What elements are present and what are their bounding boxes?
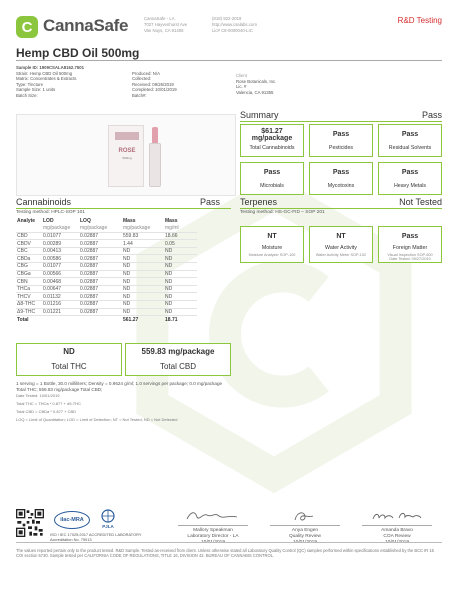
table-total-row: Total 561.27 18.71	[16, 316, 197, 324]
summary-tile-mycotoxins: Pass Mycotoxins	[309, 162, 373, 195]
cannabinoids-divider	[16, 208, 231, 209]
signature-coa: Amanda Bravo COA Review	[353, 509, 441, 546]
client-info: Client Rose Botanicals, Inc. Lic. # Valencia, CA 91355	[236, 73, 277, 95]
table-row: CBDa 0.00586 0.02887 ND ND	[16, 255, 197, 263]
summary-title: Summary	[240, 110, 279, 120]
accreditation-text: ISO / IEC 17025:2017 ACCREDITED LABORATORY Accreditation No. 79013	[50, 532, 142, 542]
signature-quality: Anya Engen Quality Review	[261, 509, 349, 546]
table-row: CBC 0.00413 0.02887 ND ND	[16, 247, 197, 255]
header	[16, 14, 442, 42]
table-row: CBD 0.01077 0.02887 559.83 18.66	[16, 232, 197, 240]
total-thc-box	[16, 343, 122, 376]
total-cbd-value: 559.83 mg/package	[141, 347, 215, 356]
handwritten-signature-icon	[367, 509, 427, 523]
table-row: Δ8-THC 0.01216 0.02887 ND ND	[16, 301, 197, 309]
total-cbd-label: Total CBD	[159, 362, 196, 371]
terpenes-divider	[240, 208, 442, 209]
sample-dates: Produced: N/A Collected: Received: 09/26/2019 Completed: 10/01/2019 Batch#:	[132, 70, 177, 98]
foreign-matter-tile: Pass Foreign Matter Visual Inspection SOP-600 Date Tested: 09/27/2019	[378, 226, 442, 263]
sample-info: Sample ID: 1909CSALA8162.7501 Strain: Hemp CBD Oil 500mg Matrix: Concentrates & Extracts Type: Tincture Sample Size: 1 units Batch Size:	[16, 65, 85, 98]
cannabinoids-table	[16, 217, 197, 323]
table-units: mg/package mg/package mg/package mg/ml	[16, 225, 197, 233]
summary-tile-residual-solvents: Pass Residual Solvents	[378, 124, 442, 157]
total-thc-label: Total THC	[51, 362, 87, 371]
coa-page	[4, 4, 452, 596]
total-cbd-box	[125, 343, 231, 376]
cannabinoids-status: Pass	[200, 197, 221, 207]
summary-status: Pass	[421, 110, 442, 120]
ilac-mra-logo: ilac-MRA	[54, 511, 90, 529]
bottle-cap	[152, 127, 158, 144]
handwritten-signature-icon	[183, 509, 243, 523]
summary-divider	[240, 121, 442, 122]
title-divider	[16, 60, 442, 61]
table-header: Analyte LOD LOQ Mass Mass	[17, 217, 178, 224]
thc-formula: Total THC = THCa * 0.877 + d9-THC	[16, 401, 81, 407]
cbd-formula: Total CBD = CBDa * 0.877 + CBD	[16, 409, 77, 415]
product-bottle	[149, 143, 161, 187]
lab-contact: (818) 922-2019 http://www.csalabs.com Lic# C8-0000040-LIC	[212, 16, 257, 33]
serving-text: 1 serving = 1 Bottle, 30.0 milliliters; Density = 0.9624 g/ml; 1.0 servings per package; 0.0 mg/package Total THC; 559.83 mg/package Total CBD;	[16, 381, 223, 393]
summary-tile-total-cannabinoids: $61.27 mg/package Total Cannabinoids	[240, 124, 304, 157]
terpenes-method: Testing method: HS-GC-FID – SOP 201	[240, 210, 325, 215]
handwritten-signature-icon	[275, 509, 335, 523]
lab-address: CannaSafe - LA 7027 Hayvenhurst Ave Van Nuys, CA 91406	[144, 16, 188, 33]
table-row: CBGa 0.00566 0.02887 ND ND	[16, 270, 197, 278]
table-row: CBG 0.01077 0.02887 ND ND	[16, 263, 197, 271]
abbreviation-legend: LOQ = Limit of Quantitation; LOD = Limit of Detection; NT = Not Tested; ND = Not Detected	[16, 417, 178, 423]
terpenes-status: Not Tested	[399, 197, 442, 207]
summary-tile-heavy-metals: Pass Heavy Metals	[378, 162, 442, 195]
brand-name: CannaSafe	[43, 16, 129, 35]
terpenes-title: Terpenes	[240, 197, 278, 207]
pjla-logo: PJLA	[96, 509, 120, 531]
pjla-globe-icon	[100, 509, 116, 523]
date-tested: Date Tested: 10/01/2019	[16, 393, 60, 399]
cannasafe-logo-icon: C	[16, 16, 38, 38]
summary-tile-pesticides: Pass Pesticides	[309, 124, 373, 157]
moisture-tile: NT Moisture Moisture Analyzer SOP-100	[240, 226, 304, 263]
cannabinoids-title: Cannabinoids	[16, 197, 72, 207]
total-thc-value: ND	[63, 347, 75, 356]
product-box: ROSE 500mg	[108, 125, 144, 187]
disclaimer: The values reported pertain only to the product tested. R&D Sample. Tested as-received from client. Unless otherwise stated all Laboratory Quality Control (QC) samples performed within specifications established by the BCC IR 15 COI section 5730. Sample tested per CALIFORNIA CODE OF REGULATIONS, TITLE 16, DIVISION 42. BUREAU OF CANNABIS CONTROL.	[16, 548, 434, 559]
table-row: THCV 0.01132 0.02887 ND ND	[16, 293, 197, 301]
product-photo	[16, 114, 236, 196]
certification-block	[16, 509, 176, 541]
qr-code-icon	[16, 509, 44, 537]
table-row: THCa 0.00647 0.02887 ND ND	[16, 285, 197, 293]
sample-id: Sample ID: 1909CSALA8162.7501	[16, 65, 85, 70]
footer-divider	[16, 542, 442, 543]
table-row: CBDV 0.00289 0.02887 1.44 0.05	[16, 240, 197, 248]
summary-tile-microbials: Pass Microbials	[240, 162, 304, 195]
report-type: R&D Testing	[397, 16, 442, 25]
cannabinoids-method: Testing method: HPLC-SOP 101	[16, 210, 85, 215]
product-title: Hemp CBD Oil 500mg	[16, 46, 140, 60]
serving-notes	[16, 381, 231, 424]
table-row: Δ9-THC 0.01221 0.02887 ND ND	[16, 308, 197, 316]
table-row: CBN 0.00468 0.02887 ND ND	[16, 278, 197, 286]
water-activity-tile: NT Water Activity Water Activity Meter SOP-102	[309, 226, 373, 263]
signature-director: Mallory Speakman Laboratory Director - LA	[169, 509, 257, 546]
